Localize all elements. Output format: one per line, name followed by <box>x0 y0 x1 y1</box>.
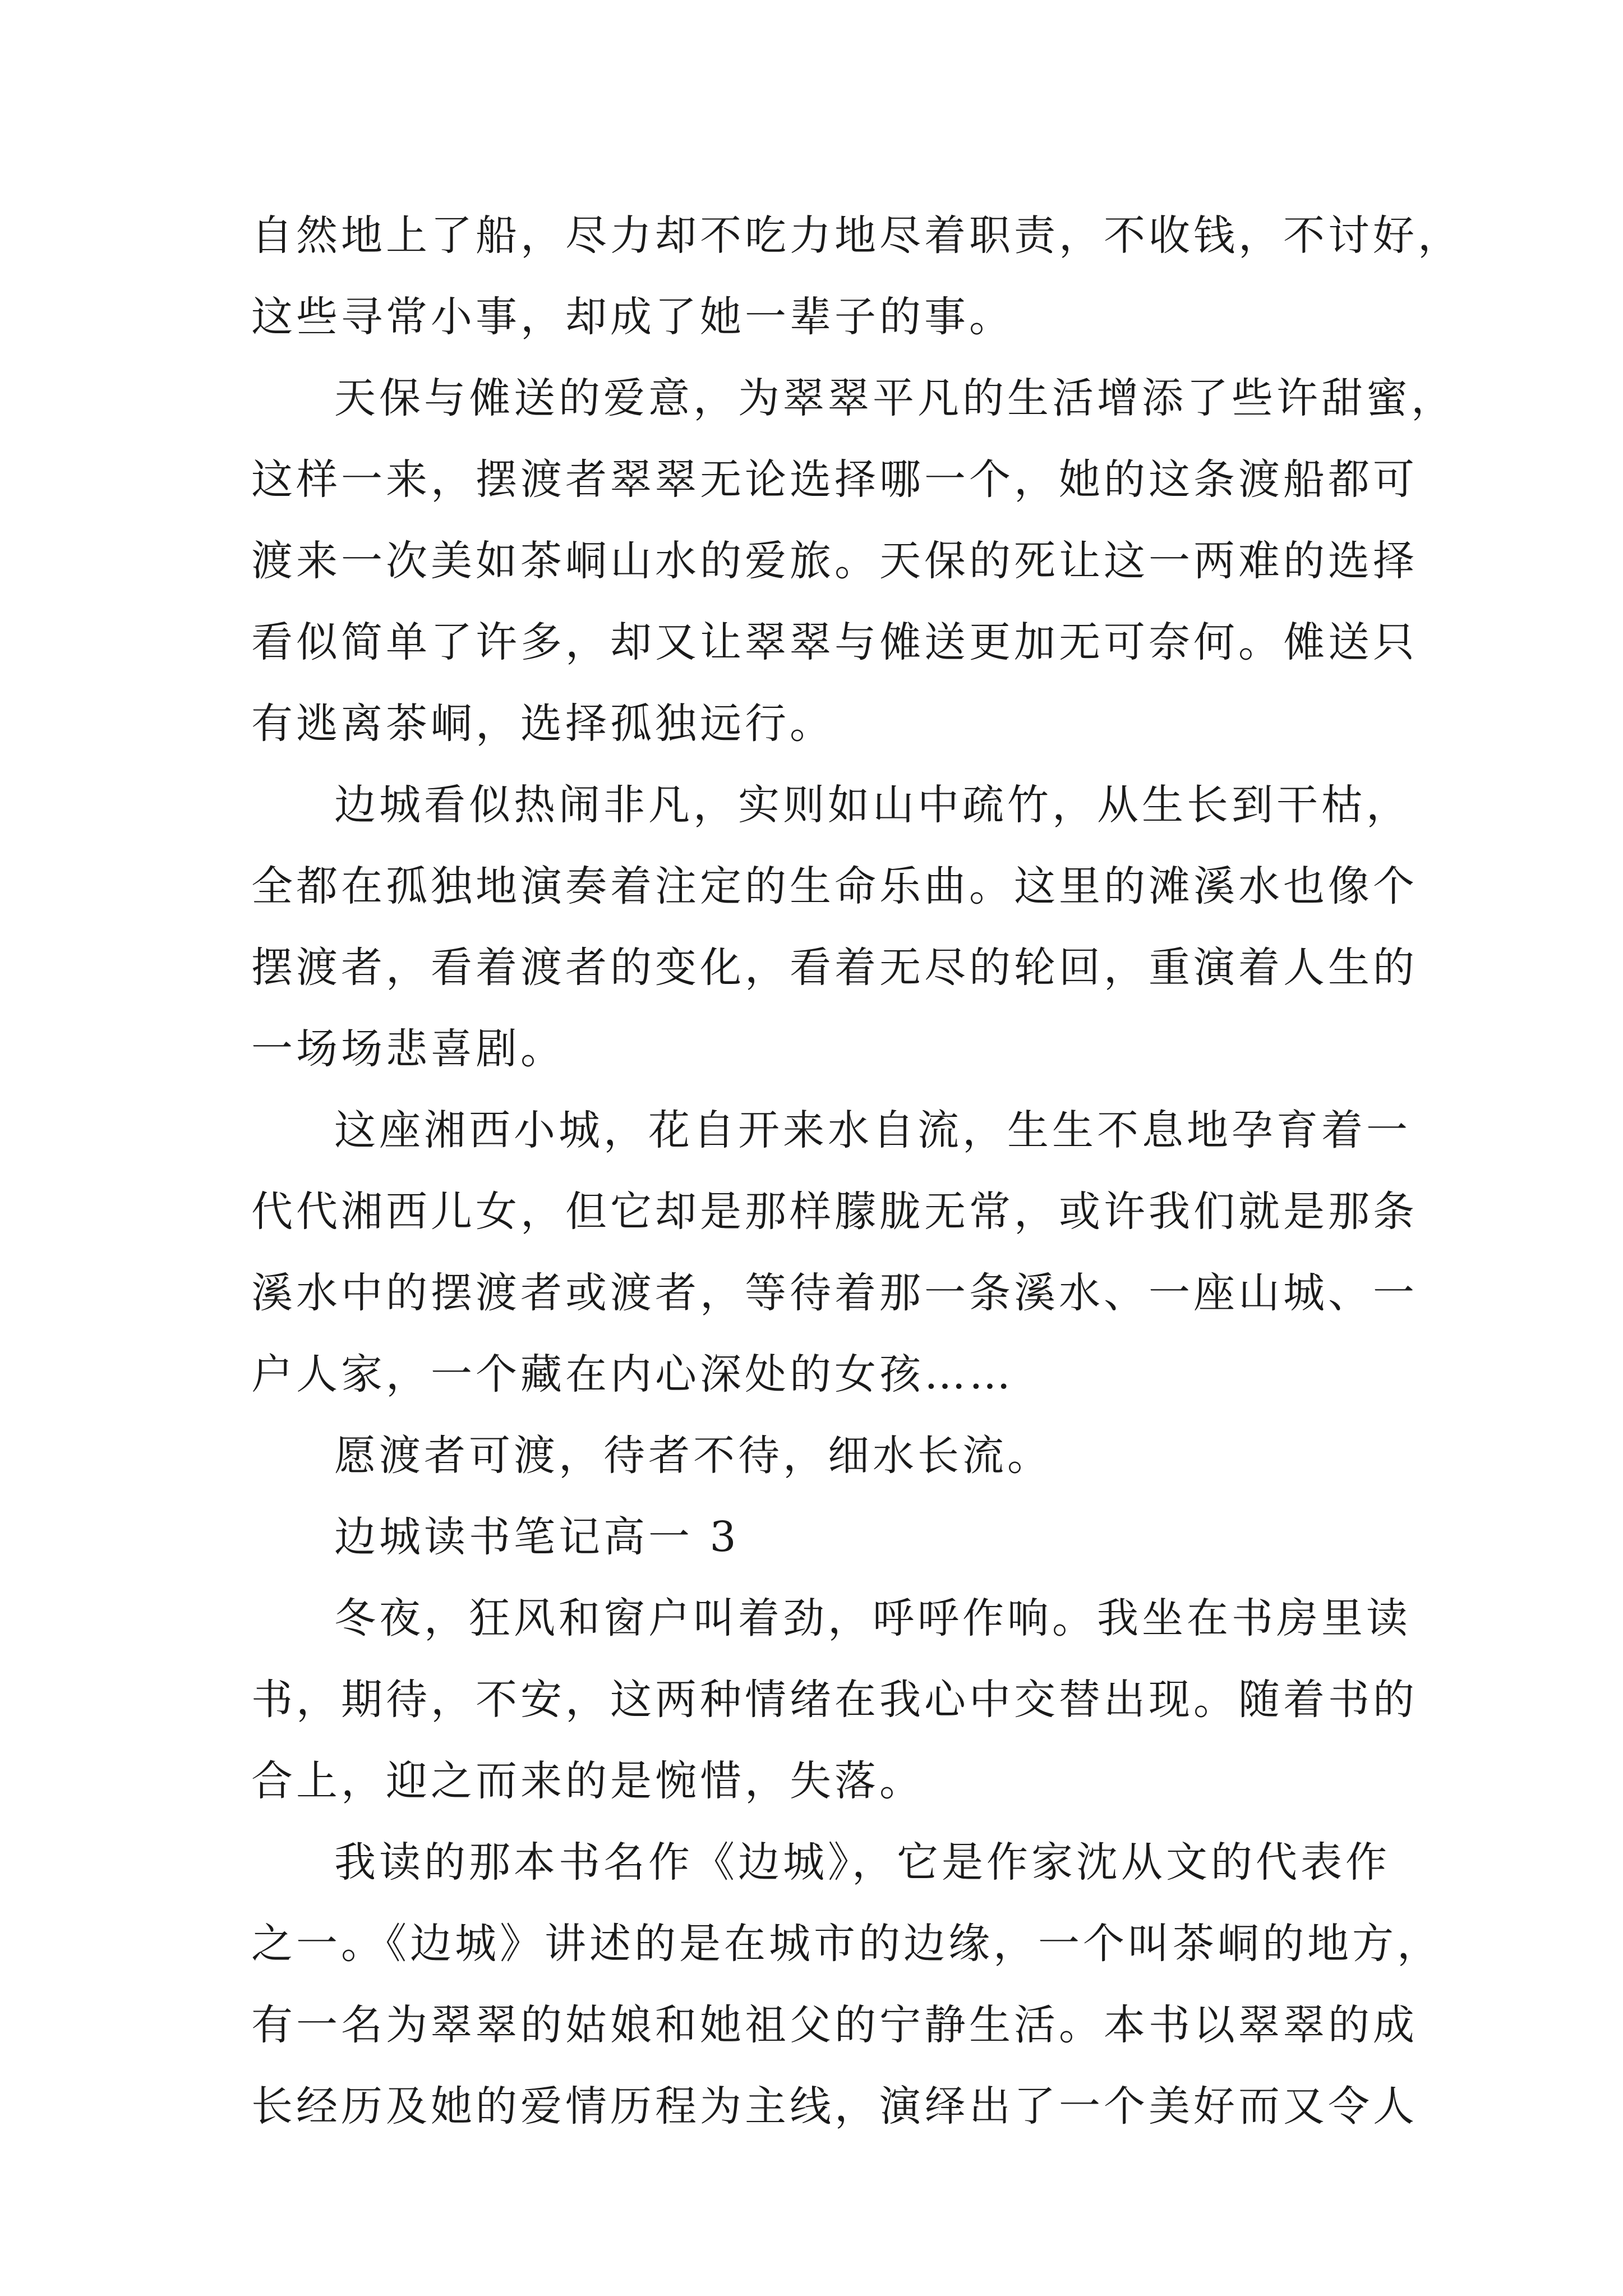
text-line: 有一名为翠翠的姑娘和她祖父的宁静生活。本书以翠翠的成 <box>251 2001 1418 2049</box>
text-line: 这样一来，摆渡者翠翠无论选择哪一个，她的这条渡船都可 <box>251 455 1418 504</box>
document-body <box>251 195 1463 2147</box>
text-line: 冬夜，狂风和窗户叫着劲，呼呼作响。我坐在书房里读 <box>334 1594 1411 1642</box>
text-line: 这些寻常小事，却成了她一辈子的事。 <box>251 293 1014 341</box>
text-line: 全都在孤独地演奏着注定的生命乐曲。这里的滩溪水也像个 <box>251 862 1418 910</box>
text-line: 渡来一次美如茶峒山水的爱旅。天保的死让这一两难的选择 <box>251 537 1418 585</box>
text-line: 天保与傩送的爱意，为翠翠平凡的生活增添了些许甜蜜， <box>334 374 1456 422</box>
text-line: 代代湘西儿女，但它却是那样朦胧无常，或许我们就是那条 <box>251 1188 1418 1236</box>
text-line: 这座湘西小城，花自开来水自流，生生不息地孕育着一 <box>334 1106 1411 1154</box>
text-line: 有逃离茶峒，选择孤独远行。 <box>251 700 834 748</box>
section-heading: 边城读书笔记高一 3 <box>334 1513 740 1561</box>
text-line: 我读的那本书名作《边城》，它是作家沈从文的代表作 <box>334 1838 1390 1887</box>
text-line: 长经历及她的爱情历程为主线，演绎出了一个美好而又令人 <box>251 2082 1418 2131</box>
text-line: 之一。《边城》讲述的是在城市的边缘，一个叫茶峒的地方， <box>251 1920 1442 1968</box>
text-line: 一场场悲喜剧。 <box>251 1025 565 1073</box>
text-line: 边城看似热闹非凡，实则如山中疏竹，从生长到干枯， <box>334 781 1411 829</box>
text-line: 书，期待，不安，这两种情绪在我心中交替出现。随着书的 <box>251 1676 1418 1724</box>
text-line: 看似简单了许多，却又让翠翠与傩送更加无可奈何。傩送只 <box>251 618 1418 666</box>
text-line: 户人家，一个藏在内心深处的女孩…… <box>251 1350 1014 1398</box>
text-line: 合上，迎之而来的是惋惜，失落。 <box>251 1757 924 1805</box>
text-line: 溪水中的摆渡者或渡者，等待着那一条溪水、一座山城、一 <box>251 1269 1418 1317</box>
text-line: 自然地上了船，尽力却不吃力地尽着职责，不收钱，不讨好， <box>251 211 1463 260</box>
text-line: 摆渡者，看着渡者的变化，看着无尽的轮回，重演着人生的 <box>251 944 1418 992</box>
text-line: 愿渡者可渡，待者不待，细水长流。 <box>334 1432 1052 1480</box>
